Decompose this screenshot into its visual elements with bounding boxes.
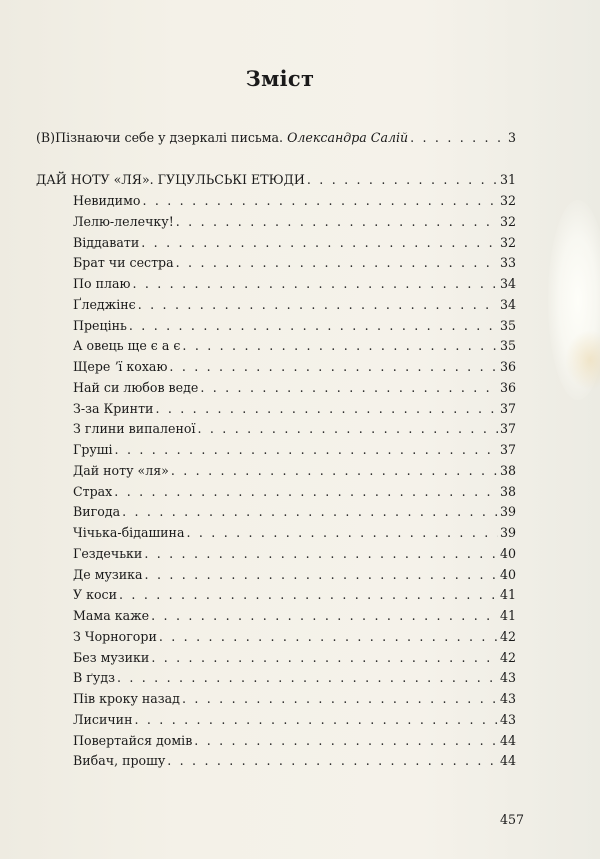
toc-page-number: 3 <box>507 130 516 145</box>
toc-entry-label: Невидимо <box>73 193 141 208</box>
dot-leader <box>167 753 498 769</box>
dot-leader <box>200 380 498 396</box>
toc-page-number: 40 <box>499 545 516 561</box>
toc-entry-label: Віддавати <box>73 234 140 250</box>
dot-leader <box>307 172 498 188</box>
toc-entry-label: Лисичин <box>73 711 133 727</box>
toc-entry-label: Вигода <box>73 504 121 520</box>
toc-page-number: 37 <box>499 442 516 457</box>
toc-page-number: 34 <box>499 276 516 291</box>
toc-entry <box>73 629 516 645</box>
toc-entry <box>73 484 516 500</box>
dot-leader <box>134 712 498 728</box>
dot-leader <box>197 421 497 437</box>
toc-entry <box>73 546 516 562</box>
toc-entry <box>73 525 516 541</box>
toc-page-number: 43 <box>499 691 516 706</box>
toc-entry-label: Груші <box>73 442 113 457</box>
toc-entry-label: Де музика <box>73 566 143 582</box>
toc-page-number: 35 <box>499 317 516 333</box>
toc-page-number: 32 <box>499 193 516 208</box>
toc-entry <box>73 380 516 396</box>
toc-entry-intro <box>36 130 516 146</box>
dot-leader <box>144 546 498 562</box>
toc-page-number: 33 <box>499 255 516 271</box>
dot-leader <box>141 235 498 251</box>
toc-entry-label: Гездечьки <box>73 545 143 561</box>
dot-leader <box>182 338 498 354</box>
dot-leader <box>115 442 498 458</box>
dot-leader <box>159 629 498 645</box>
toc-page-number: 42 <box>499 649 516 665</box>
toc-entry <box>73 255 516 271</box>
toc-page-number: 31 <box>499 172 516 187</box>
dot-leader <box>171 463 498 479</box>
toc-entry-label: Повертайся домів <box>73 732 193 748</box>
dot-leader <box>114 484 498 500</box>
toc-entry-label: З глини випаленої <box>73 421 196 437</box>
toc-page-number: 36 <box>499 359 516 374</box>
toc-page-number: 32 <box>499 234 516 250</box>
dot-leader <box>194 733 498 749</box>
toc-page-number: 40 <box>499 566 516 582</box>
toc-entry-label: Ґледжінє <box>73 296 136 312</box>
dot-leader <box>122 504 498 520</box>
dot-leader <box>151 650 498 666</box>
toc-entry-label: З-за Кринти <box>73 400 154 416</box>
toc-entry-section <box>36 172 516 188</box>
toc-entry <box>73 235 516 251</box>
toc-entry <box>73 753 516 769</box>
dot-leader <box>186 525 498 541</box>
toc-entry <box>73 276 516 292</box>
toc-page-number: 43 <box>499 670 516 686</box>
dot-leader <box>151 608 498 624</box>
toc-entry-label: Брат чи сестра <box>73 255 174 271</box>
toc-entry-label: Без музики <box>73 649 150 665</box>
toc-entry <box>73 650 516 666</box>
toc-entry <box>73 504 516 520</box>
toc-entry <box>73 691 516 707</box>
author-name: Олександра Салій <box>287 130 409 145</box>
dot-leader <box>132 276 498 292</box>
toc-page-number: 41 <box>499 587 516 603</box>
toc-page-number: 44 <box>499 753 516 769</box>
toc-page-number: 38 <box>499 462 516 478</box>
toc-page-number: 34 <box>499 296 516 312</box>
dot-leader <box>142 193 498 209</box>
toc-entry <box>73 318 516 334</box>
dot-leader <box>117 670 498 686</box>
toc-entry-label: Пів кроку назад <box>73 691 180 706</box>
toc-entry-label: Дай ноту «ля» <box>73 462 169 478</box>
toc-entry-label: А овець ще є а є <box>73 338 181 354</box>
toc-entry-label: Мама каже <box>73 608 150 623</box>
toc-page-number: 42 <box>499 628 516 644</box>
page-number-footer: 457 <box>499 812 524 827</box>
toc-entry-label: У коси <box>73 587 118 603</box>
dot-leader <box>155 401 498 417</box>
toc-entry <box>73 567 516 583</box>
toc-section-label: ДАЙ НОТУ «ЛЯ». ГУЦУЛЬСЬКІ ЕТЮДИ <box>36 172 305 187</box>
dot-leader <box>145 567 498 583</box>
toc-entry-label: Чічька-бідашина <box>73 525 185 540</box>
toc-page-number: 36 <box>499 379 516 395</box>
toc-entry-label: Щере ʼї кохаю <box>73 359 168 374</box>
toc-entry <box>73 463 516 479</box>
dot-leader <box>129 318 498 334</box>
toc-page-number: 43 <box>499 711 516 727</box>
toc-entry <box>73 587 516 603</box>
toc-page-number: 37 <box>499 421 516 437</box>
toc-entry <box>73 442 516 458</box>
toc-entry <box>73 297 516 313</box>
toc-entry-label: З Чорногори <box>73 628 157 644</box>
toc-page-number: 39 <box>499 504 516 520</box>
toc-page-number: 38 <box>499 483 516 499</box>
toc-page-number: 41 <box>499 608 516 623</box>
toc-entry-label: Вибач, прошу <box>73 753 166 769</box>
toc-entry <box>73 421 516 437</box>
toc-page-number: 39 <box>499 525 516 540</box>
toc-entry <box>73 733 516 749</box>
toc-page-number: 44 <box>499 732 516 748</box>
toc-entry-label: Страх <box>73 483 113 499</box>
toc-entry <box>73 214 516 230</box>
toc-entry <box>73 193 516 209</box>
toc-entry <box>73 608 516 624</box>
toc-entry-label: По плаю <box>73 276 131 291</box>
dot-leader <box>176 214 498 230</box>
toc-entry-label: В ґудз <box>73 670 115 686</box>
dot-leader <box>182 691 498 707</box>
dot-leader <box>410 130 506 146</box>
dot-leader <box>169 359 498 375</box>
page-title: Зміст <box>245 66 315 91</box>
toc-entry <box>73 338 516 354</box>
dot-leader <box>176 255 498 271</box>
toc-entry-label: (В)Пізнаючи себе у дзеркалі письма. Олександра Салій <box>36 130 409 145</box>
dot-leader <box>138 297 498 313</box>
toc-page-number: 32 <box>499 213 516 229</box>
toc-page-number: 37 <box>499 400 516 416</box>
toc-entry-label: Най си любов веде <box>73 379 199 395</box>
toc-entry <box>73 401 516 417</box>
toc-entry <box>73 712 516 728</box>
toc-page-number: 35 <box>499 338 516 354</box>
toc-entry <box>73 670 516 686</box>
toc-entry-label: Лелю-лелечку! <box>73 213 174 229</box>
toc-entry <box>73 359 516 375</box>
dot-leader <box>119 587 498 603</box>
toc-entry-label: Прецінь <box>73 317 127 333</box>
